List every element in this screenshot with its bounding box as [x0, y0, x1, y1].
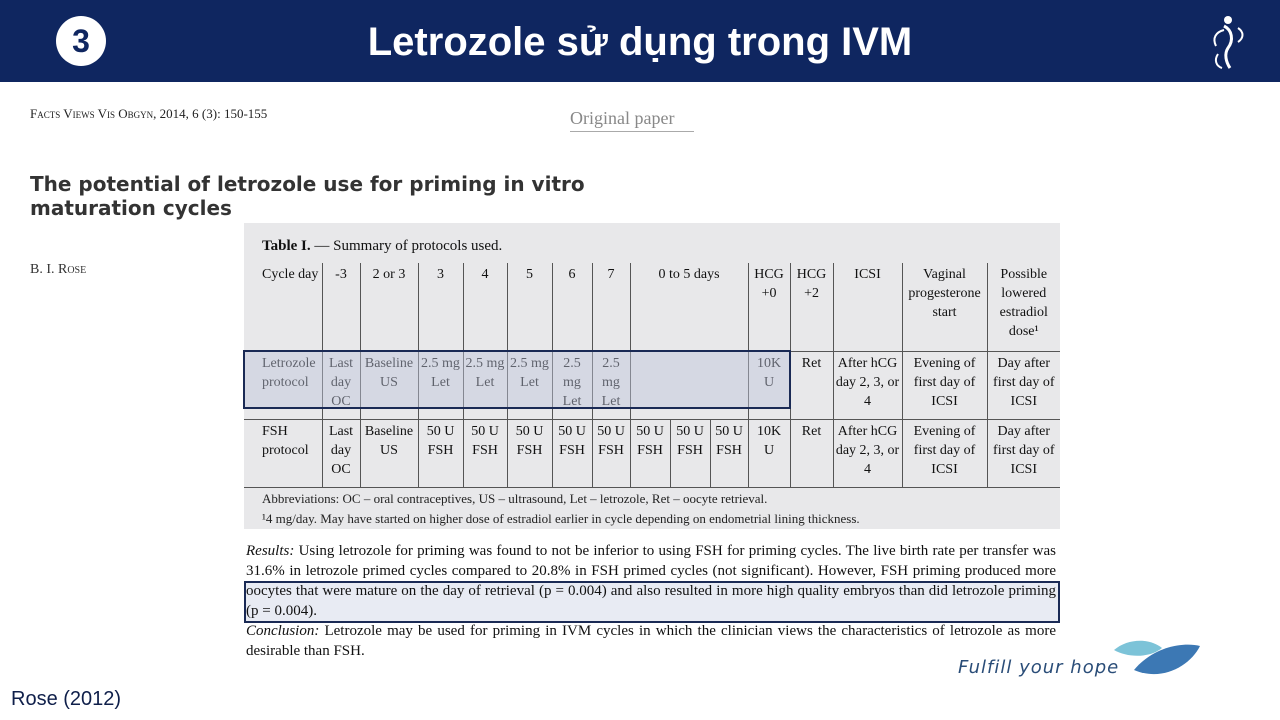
table-header-row	[244, 263, 1060, 352]
table-header-cell: 5	[507, 263, 552, 352]
table-cell: Letrozole protocol	[244, 352, 322, 420]
brand-tagline: Fulfill your hope	[958, 657, 1120, 678]
table-header-cell: 6	[552, 263, 592, 352]
conclusion-text: Letrozole may be used for priming in IVM cycles in which the clinician views the characteristics of letrozole as more desirable than FSH.	[246, 623, 1056, 659]
table-cell: Evening of first day of ICSI	[902, 352, 987, 420]
slide-title: Letrozole sử dụng trong IVM	[367, 20, 913, 64]
table-cell: 50 U FSH	[418, 420, 463, 488]
slide-header	[0, 0, 1280, 82]
table-cell: Baseline US	[360, 352, 418, 420]
source-citation: Rose (2012)	[11, 688, 122, 710]
table-cell: 2.5 mg Let	[552, 352, 592, 420]
table-cell: 2.5 mg Let	[463, 352, 507, 420]
table-header-cell: 3	[418, 263, 463, 352]
table-cell: Baseline US	[360, 420, 418, 488]
table-header-cell: HCG +2	[790, 263, 833, 352]
table-cell: Evening of first day of ICSI	[902, 420, 987, 488]
table-header-cell: 2 or 3	[360, 263, 418, 352]
table-cell: Last day OC	[322, 352, 360, 420]
table-cell: 50 U FSH	[552, 420, 592, 488]
abstract-text	[246, 541, 1056, 661]
table-cell: Day after first day of ICSI	[987, 420, 1060, 488]
table-header-cell: ICSI	[833, 263, 902, 352]
table-cell: 2.5 mg Let	[592, 352, 630, 420]
table-caption	[262, 238, 502, 255]
table-header-cell: Possible lowered estradiol dose¹	[987, 263, 1060, 352]
table-cell: Ret	[790, 420, 833, 488]
paper-type-label: Original paper	[570, 108, 694, 132]
table-footnotes	[262, 489, 860, 529]
table-cell: 2.5 mg Let	[507, 352, 552, 420]
letrozole-row-highlight	[243, 350, 791, 409]
table-caption-text: — Summary of protocols used.	[310, 238, 503, 254]
table-cell: 50 U FSH	[630, 420, 670, 488]
brand-leaf-icon	[1110, 636, 1202, 682]
table-header-cell: 4	[463, 263, 507, 352]
table-cell: FSH protocol	[244, 420, 322, 488]
table-cell: Day after first day of ICSI	[987, 352, 1060, 420]
paper-title: The potential of letrozole use for priming in vitro maturation cycles	[30, 172, 585, 220]
table-cell: 50 U FSH	[670, 420, 710, 488]
table-cell: 50 U FSH	[507, 420, 552, 488]
clinic-logo-icon	[1204, 12, 1250, 72]
journal-citation: Facts Views Vis Obgyn, 2014, 6 (3): 150-155	[30, 106, 268, 121]
table-header-cell: 7	[592, 263, 630, 352]
table-cell: 50 U FSH	[710, 420, 748, 488]
table-cell: 10K U	[748, 352, 790, 420]
table-header-cell: Vaginal progesterone start	[902, 263, 987, 352]
table-cell: 50 U FSH	[592, 420, 630, 488]
table-cell: After hCG day 2, 3, or 4	[833, 352, 902, 420]
table-header-cell: Cycle day	[244, 263, 322, 352]
table-footnote: ¹4 mg/day. May have started on higher dose of estradiol earlier in cycle depending on endometrial lining thickness.	[262, 511, 860, 526]
table-cell: 50 U FSH	[463, 420, 507, 488]
table-cell: Ret	[790, 352, 833, 420]
table-cell: 10K U	[748, 420, 790, 488]
conclusion-label: Conclusion:	[246, 623, 320, 639]
table-header-cell: HCG +0	[748, 263, 790, 352]
table-caption-label: Table I.	[262, 238, 311, 254]
table-abbreviations: Abbreviations: OC – oral contraceptives, US – ultrasound, Let – letrozole, Ret – oocyte retrieval.	[262, 491, 768, 506]
fsh-protocol-row	[244, 420, 1060, 488]
results-text: Using letrozole for priming was found to not be inferior to using FSH for priming cycles. The live birth rate per transfer was 31.6% in letrozole primed cycles compared to 20.8% in FSH primed cycles (not significant). However, FSH priming produced more oocytes that were mature on the day of retrieval (p = 0.004) and also resulted in more high quality embryos than did letrozole priming (p = 0.004).	[246, 543, 1056, 619]
slide-number-badge: 3	[56, 16, 106, 66]
table-cell: Last day OC	[322, 420, 360, 488]
table-cell: After hCG day 2, 3, or 4	[833, 420, 902, 488]
table-header-cell: 0 to 5 days	[630, 263, 748, 352]
paper-author: B. I. Rose	[30, 262, 87, 277]
table-header-cell: -3	[322, 263, 360, 352]
table-cell: 2.5 mg Let	[418, 352, 463, 420]
results-label: Results:	[246, 543, 295, 559]
